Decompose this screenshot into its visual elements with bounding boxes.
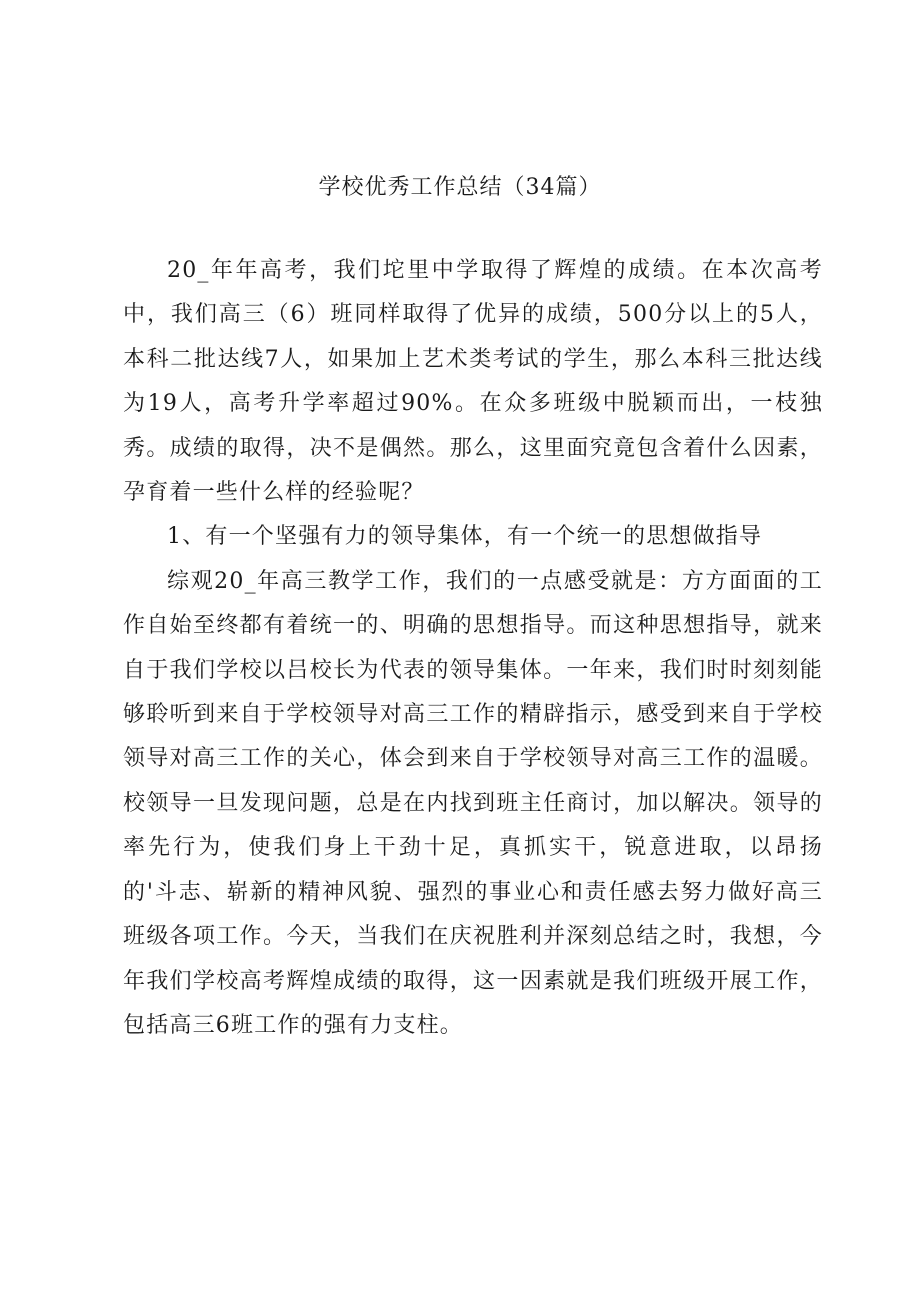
paragraph-section-1: 综观20_年高三教学工作，我们的一点感受就是：方方面面的工作自始至终都有着统一的、明确的思想指导。而这种思想指导，就来自于我们学校以吕校长为代表的领导集体。一年来，我们时时刻刻能够聆听到来自于学校领导对高三工作的精辟指示，感受到来自于学校领导对高三工作的关心，体会到来自于学校领导对高三工作的温暖。校领导一旦发现问题，总是在内找到班主任商讨，加以解决。领导的率先行为，使我们身上干劲十足，真抓实干，锐意进取，以昂扬的'斗志、崭新的精神风貌、强烈的事业心和责任感去努力做好高三班级各项工作。今天，当我们在庆祝胜利并深刻总结之时，我想，今年我们学校高考辉煌成绩的取得，这一因素就是我们班级开展工作，包括高三6班工作的强有力支柱。 (123, 568, 823, 1038)
document-title: 学校优秀工作总结（34篇） (318, 175, 602, 200)
document-body (123, 249, 823, 1048)
section-heading-1: 1、有一个坚强有力的领导集体，有一个统一的思想做指导 (167, 524, 763, 550)
paragraph-intro: 20_年年高考，我们坨里中学取得了辉煌的成绩。在本次高考中，我们高三（6）班同样取得了优异的成绩，500分以上的5人，本科二批达线7人，如果加上艺术类考试的学生，那么本科三批达线为19人，高考升学率超过90%。在众多班级中脱颖而出，一枝独秀。成绩的取得，决不是偶然。那么，这里面究竟包含着什么因素，孕育着一些什么样的经验呢？ (123, 258, 823, 506)
